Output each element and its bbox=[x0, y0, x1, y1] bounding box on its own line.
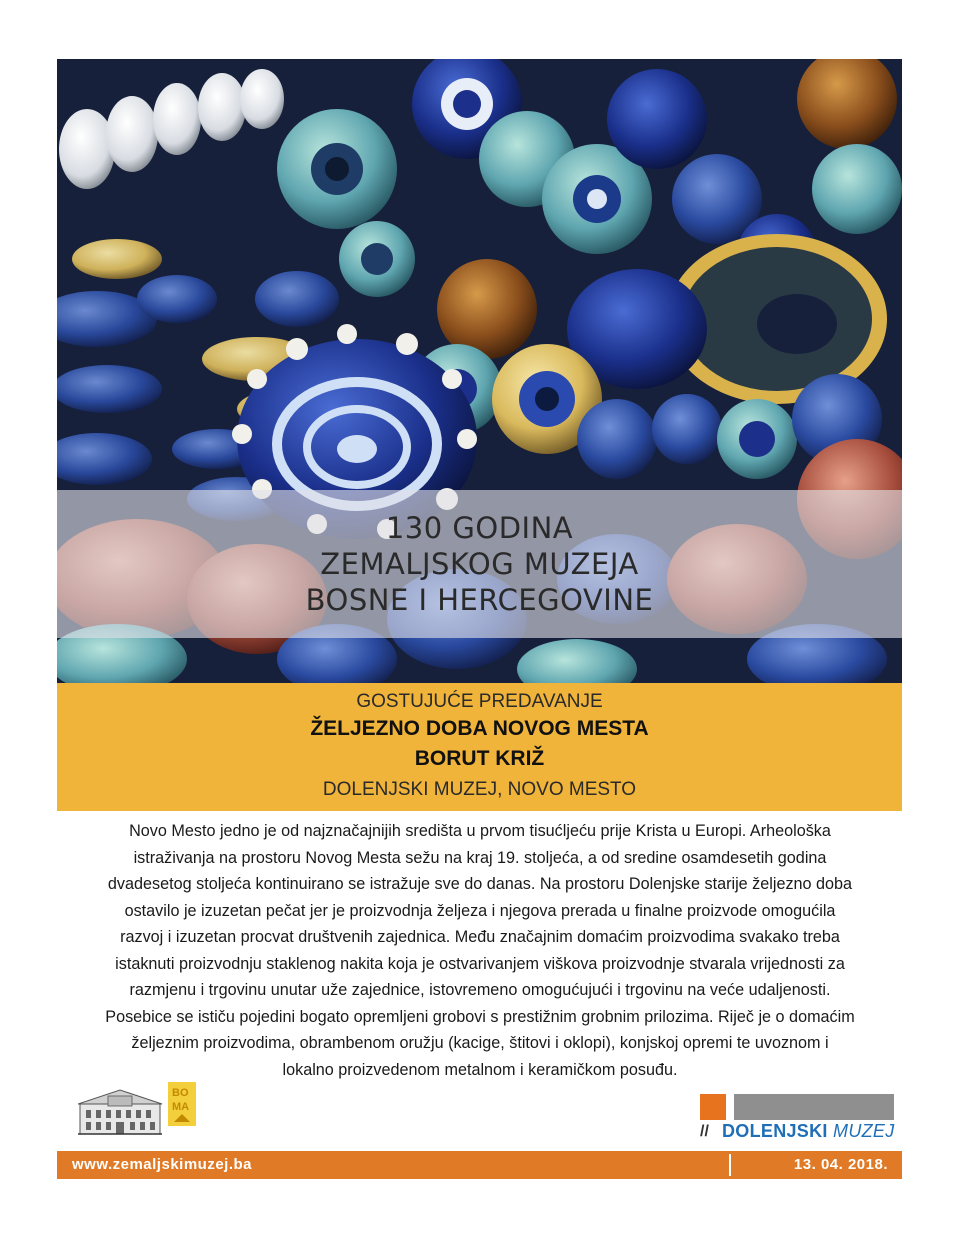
boma-logo-icon bbox=[168, 1082, 198, 1132]
description-line: Novo Mesto jedno je od najznačajnijih središta u prvom tisućljeću prije Krista u Europi. Arheološka bbox=[129, 822, 831, 840]
description-line: dvadesetog stoljeća kontinuirano se istražuje sve do danas. Na prostoru Dolenjske starije željezno doba bbox=[107, 875, 853, 893]
event-date: 13. 04. 2018. bbox=[793, 1156, 888, 1173]
hero-image bbox=[57, 59, 902, 683]
logo-mark-icon: // bbox=[700, 1123, 709, 1140]
event-type: GOSTUJUĆE PREDAVANJE bbox=[356, 691, 603, 712]
event-title: ŽELJEZNO DOBA NOVOG MESTA bbox=[310, 717, 649, 740]
dolenjski-muzej-logo bbox=[700, 1090, 900, 1142]
hero-title-line-2: ZEMALJSKOG MUZEJA bbox=[320, 547, 639, 581]
footer-separator bbox=[729, 1154, 731, 1176]
svg-text:BO: BO bbox=[172, 1087, 189, 1099]
event-speaker: BORUT KRIŽ bbox=[414, 747, 545, 770]
logo-name-bold: DOLENJSKI bbox=[722, 1121, 828, 1141]
event-institution: DOLENJSKI MUZEJ, NOVO MESTO bbox=[322, 779, 637, 800]
website-link[interactable]: www.zemaljskimuzej.ba bbox=[72, 1156, 253, 1173]
hero-title-line-1: 130 GODINA bbox=[385, 511, 574, 545]
event-info-band bbox=[57, 683, 902, 811]
logo-name-italic: MUZEJ bbox=[833, 1121, 895, 1141]
logo-gray-bar bbox=[734, 1094, 894, 1120]
event-description bbox=[70, 818, 890, 1083]
description-line: ostavilo je izuzetan pečat jer je proizvodnja željeza i njegova prerada u finalne proizvode omogućila bbox=[124, 901, 836, 920]
hero-title-line-3: BOSNE I HERCEGOVINE bbox=[305, 583, 654, 617]
description-line: istaknuti proizvodnju staklenog nakita koja je ostvarivanjem viškova proizvodnje stvarala vrijednosti za bbox=[115, 954, 845, 973]
logo-orange-square bbox=[700, 1094, 726, 1120]
hero-title-band bbox=[57, 490, 902, 638]
description-line: lokalno proizvedenom metalnom i keramičkom posuđu. bbox=[282, 1060, 678, 1079]
svg-text:MA: MA bbox=[172, 1101, 190, 1113]
description-line: željeznim proizvodima, obrambenom oružju (kacige, štitovi i oklopi), konjskoj opremi te uvoznom i bbox=[131, 1034, 829, 1052]
footer-bar bbox=[57, 1151, 902, 1179]
logo-name bbox=[722, 1121, 895, 1142]
description-line: razmjenu i trgovinu unutar uže zajednice, istovremeno omogućujući i trgovinu na veće udaljenosti. bbox=[129, 981, 831, 999]
description-line: razvoj i izuzetan procvat društvenih zajednica. Među značajnim domaćim proizvodima svakako treba bbox=[120, 928, 840, 946]
description-line: Posebice se ističu pojedini bogato opremljeni grobovi s prestižnim grobnim prilozima. Riječ je o domaćim bbox=[105, 1007, 855, 1026]
zemaljski-muzej-logos bbox=[78, 1086, 198, 1143]
description-line: istraživanja na prostoru Novog Mesta sežu na kraj 19. stoljeća, a od sredine osamdesetih godina bbox=[133, 848, 827, 867]
